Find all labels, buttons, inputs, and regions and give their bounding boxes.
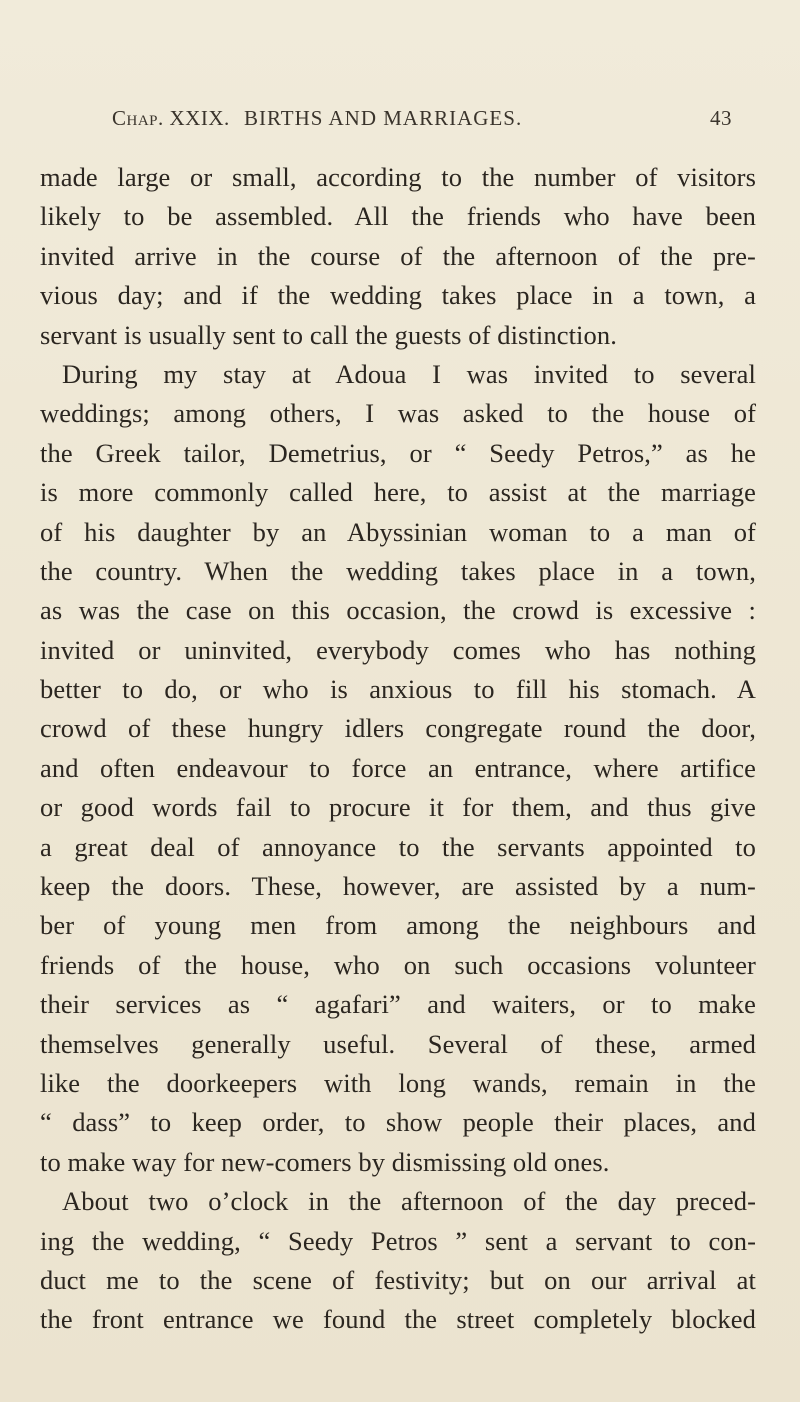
text-line: servant is usually sent to call the guests of distinction.: [40, 319, 617, 350]
text-line: friends of the house, who on such occasions volunteer: [40, 949, 756, 980]
text-line: invited arrive in the course of the afternoon of the pre-: [40, 240, 756, 271]
text-line: like the doorkeepers with long wands, remain in the: [40, 1067, 756, 1098]
text-line: “ dass” to keep order, to show people their places, and: [40, 1107, 756, 1138]
text-line: invited or uninvited, everybody comes who has nothing: [40, 634, 756, 665]
running-head: [112, 106, 732, 136]
text-line: is more commonly called here, to assist at the marriage: [40, 477, 756, 508]
text-line: themselves generally useful. Several of these, armed: [40, 1028, 756, 1059]
chapter-label: Chap. XXIX.: [112, 106, 230, 130]
running-title: BIRTHS AND MARRIAGES.: [244, 106, 523, 130]
text-line: weddings; among others, I was asked to the house of: [40, 398, 756, 429]
text-line: their services as “ agafari” and waiters, or to make: [40, 989, 756, 1020]
text-line: of his daughter by an Abyssinian woman to a man of: [40, 516, 756, 547]
text-line: the front entrance we found the street completely blocked: [40, 1304, 756, 1335]
text-line: ber of young men from among the neighbours and: [40, 910, 756, 941]
page-number: 43: [710, 106, 732, 130]
text-line: better to do, or who is anxious to fill his stomach. A: [40, 674, 756, 705]
text-line: or good words fail to procure it for them, and thus give: [40, 792, 756, 823]
text-line: as was the case on this occasion, the crowd is excessive :: [40, 595, 756, 626]
text-line: a great deal of annoyance to the servants appointed to: [40, 831, 756, 862]
text-line: duct me to the scene of festivity; but on our arrival at: [40, 1264, 756, 1295]
text-line: About two o’clock in the afternoon of the day preced-: [62, 1186, 756, 1217]
text-line: the Greek tailor, Demetrius, or “ Seedy Petros,” as he: [40, 437, 756, 468]
text-line: made large or small, according to the number of visitors: [40, 162, 756, 192]
text-line: ing the wedding, “ Seedy Petros ” sent a servant to con-: [40, 1225, 756, 1256]
text-line: and often endeavour to force an entrance, where artifice: [40, 752, 756, 783]
body-text: [40, 158, 756, 1340]
text-line: to make way for new-comers by dismissing old ones.: [40, 1146, 610, 1177]
text-line: During my stay at Adoua I was invited to several: [62, 358, 756, 389]
text-line: keep the doors. These, however, are assisted by a num-: [40, 871, 756, 902]
text-line: the country. When the wedding takes place in a town,: [40, 555, 756, 586]
text-line: crowd of these hungry idlers congregate round the door,: [40, 713, 756, 744]
text-line: likely to be assembled. All the friends who have been: [40, 201, 756, 232]
text-line: vious day; and if the wedding takes place in a town, a: [40, 280, 756, 311]
